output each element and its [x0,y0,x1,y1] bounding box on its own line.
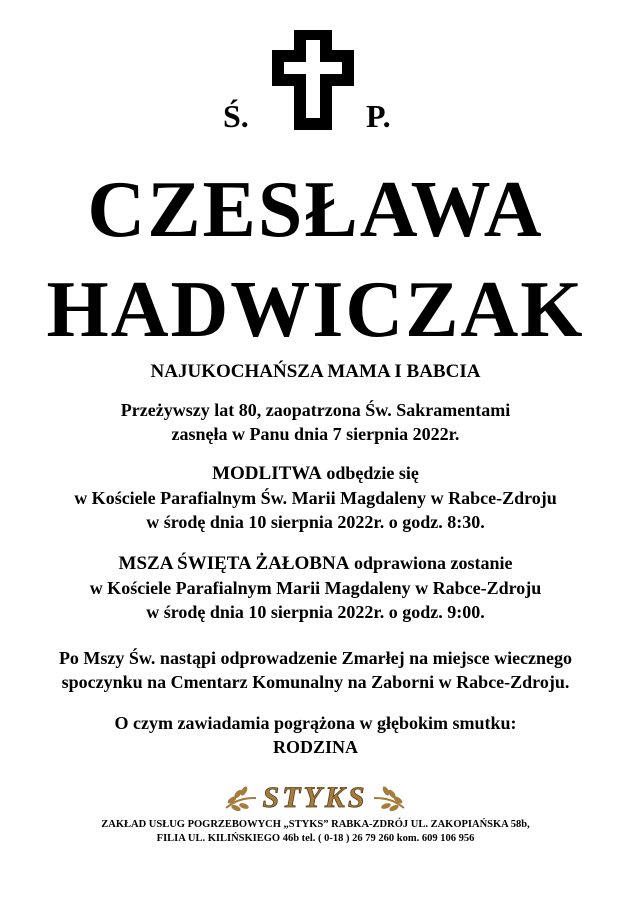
prayer-lead-rest: odbędzie się [321,463,419,483]
prayer-paragraph [0,461,631,534]
burial-paragraph [0,646,631,694]
epithet: NAJUKOCHAŃSZA MAMA I BABCIA [150,361,481,382]
mass-lead-rest: odprawiona zostanie [349,553,513,573]
death-line-1: Przeżywszy lat 80, zaopatrzona Św. Sakramentami [120,400,511,420]
funeral-home-footer [0,818,631,846]
prayer-line-3: w środę dnia 10 sierpnia 2022r. o godz. 8:30. [146,512,485,532]
mass-line-3: w środę dnia 10 sierpnia 2022r. o godz. 9:00. [146,602,485,622]
mass-lead: MSZA ŚWIĘTA ŻAŁOBNA [118,553,350,574]
last-name: HADWICZAK [46,266,585,354]
prayer-line-1 [0,461,631,486]
burial-line-1: Po Mszy Św. nastąpi odprowadzenie Zmarłej na miejsce wiecznego [58,648,573,668]
mass-line-2: w Kościele Parafialnym Marii Magdaleny w Rabce-Zdroju [89,578,542,598]
burial-line-2: spoczynku na Cmentarz Komunalny na Zaborni w Rabce-Zdroju. [61,672,570,692]
styks-logo [222,778,408,818]
footer-line-1: ZAKŁAD USŁUG POGRZEBOWYCH „STYKS” RABKA-ZDRÓJ UL. ZAKOPIAŃSKA 58b, [101,819,530,830]
family-signature: RODZINA [272,737,358,757]
left-laurel-icon [226,785,256,812]
family-paragraph [0,711,631,759]
right-initial: P. [366,98,391,134]
left-initial: Ś. [223,98,249,134]
cross-icon [268,28,358,132]
right-laurel-icon [374,785,404,812]
first-name: CZESŁAWA [87,166,544,254]
prayer-line-2: w Kościele Parafialnym Św. Marii Magdaleny w Rabce-Zdroju [74,488,557,508]
death-line-2: zasnęła w Panu dnia 7 sierpnia 2022r. [171,424,460,444]
death-paragraph [0,398,631,446]
prayer-lead: MODLITWA [212,463,322,484]
footer-line-2: FILIA UL. KILIŃSKIEGO 46b tel. ( 0-18 ) 26 79 260 kom. 609 106 956 [156,833,475,844]
family-line-1: O czym zawiadamia pogrążona w głębokim smutku: [114,713,517,733]
mass-line-1 [0,551,631,576]
logo-text: STYKS [262,781,368,814]
mass-paragraph [0,551,631,624]
